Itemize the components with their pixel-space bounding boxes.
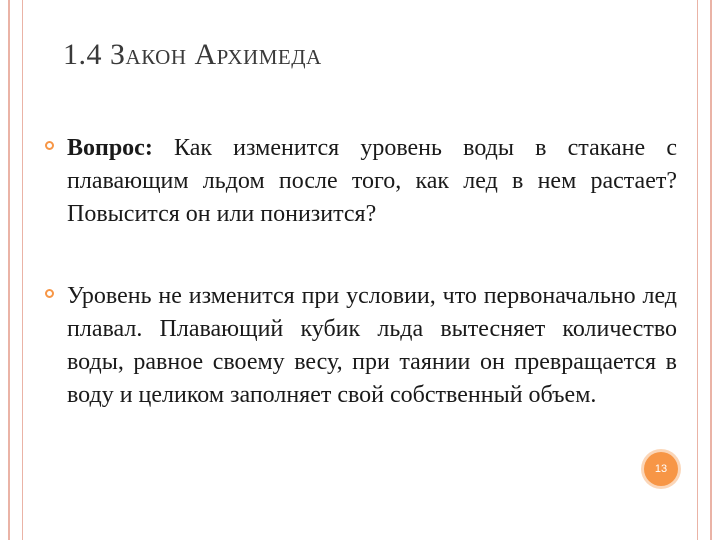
bullet-circle-icon <box>45 141 54 150</box>
slide-title <box>63 38 322 72</box>
bullet-text <box>67 132 677 231</box>
slide <box>23 0 697 540</box>
bullet-circle-icon <box>45 289 54 298</box>
question-label: Вопрос: <box>67 135 153 161</box>
bullet-text <box>67 280 677 412</box>
title-main: Закон Архимеда <box>110 38 322 71</box>
answer-text: Уровень не изменится при условии, что первоначально лед плавал. Плавающий кубик льда вытесняет количество воды, равное своему весу, при таянии он превращается в воду и целиком заполняет свой собственный объем. <box>67 283 677 408</box>
title-prefix: 1.4 <box>63 38 110 71</box>
question-text: Как изменится уровень воды в стакане с плавающим льдом после того, как лед в нем растает? Повысится он или понизится? <box>67 135 677 227</box>
page-number-badge: 13 <box>644 452 678 486</box>
